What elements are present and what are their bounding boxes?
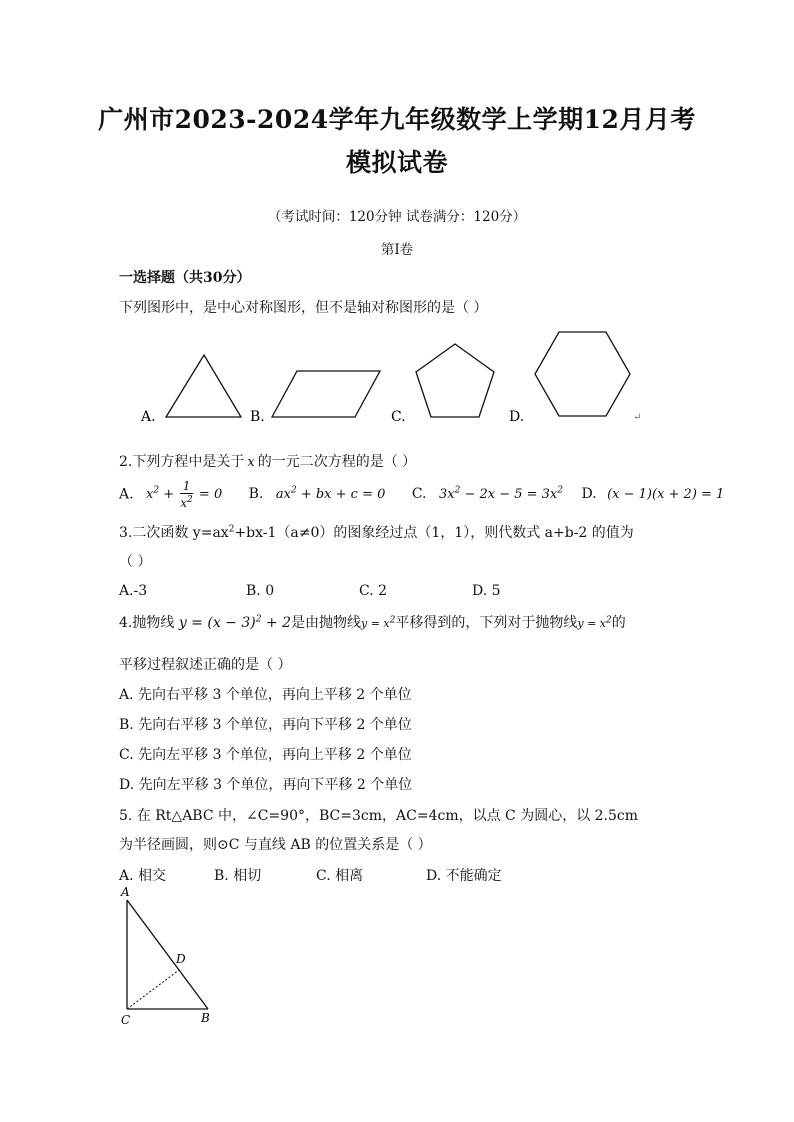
point-label-c: C: [121, 1013, 131, 1027]
exam-info: （考试时间：120分钟 试卷满分：120分）: [267, 209, 527, 225]
q4-stem-mid-2: 平移得到的，下列对于抛物线: [395, 615, 578, 631]
q2-option-b-expr: $ax^2$ + bx + c = 0: [275, 486, 386, 503]
q2-option-c-expr: $3x^2 - 2x - 5 = 3x^2$: [438, 486, 563, 503]
q4-stem-line2: 平移过程叙述正确的是（ ）: [119, 657, 292, 673]
hexagon-shape: [535, 332, 630, 416]
q3-stem-exponent: 2: [228, 524, 235, 535]
return-mark: ↵: [633, 412, 642, 423]
q2-stem-text-end: 的一元二次方程的是（ ）: [257, 454, 417, 470]
q1-figures: [110, 325, 670, 430]
title-line-1: 广州市2023-2024学年九年级数学上学期12月月考: [98, 105, 696, 134]
q1-option-c-label: C.: [391, 409, 406, 425]
altitude-cd: [127, 970, 179, 1009]
q3-stem: [119, 522, 634, 542]
q3-option-d: D. 5: [472, 583, 501, 599]
side-ab: [127, 900, 208, 1009]
q4-expr-3: $y = x^2$: [577, 615, 612, 630]
q2-option-a-expr: $x^2$ + $\frac{1}{x^2}$ = 0: [146, 478, 223, 510]
q2-options: [119, 476, 725, 510]
q5-stem-line1: 5. 在 Rt△ABC 中，∠C=90°，BC=3cm，AC=4cm，以点 C 为圆心，以 2.5cm: [119, 808, 639, 824]
q3-option-a: A.-3: [119, 583, 148, 599]
q5-option-b: B. 相切: [214, 868, 262, 884]
q5-option-d: D. 不能确定: [426, 868, 502, 884]
q1-option-b-label: B.: [250, 409, 265, 425]
q2-option-c-label: C.: [411, 486, 427, 503]
q2-variable: x: [247, 455, 255, 470]
volume-label: 第Ⅰ卷: [380, 242, 414, 258]
q4-stem-end: 的: [611, 615, 626, 631]
point-label-b: B: [201, 1011, 210, 1025]
q3-option-b: B. 0: [246, 583, 275, 599]
q1-stem: 下列图形中，是中心对称图形，但不是轴对称图形的是（ ）: [119, 300, 488, 316]
pentagon-shape: [416, 344, 494, 417]
q2-option-b-label: B.: [248, 486, 264, 503]
q2-option-a-label: A.: [119, 486, 134, 503]
q5-option-c: C. 相离: [316, 868, 364, 884]
point-label-a: A: [121, 885, 130, 899]
q3-option-c: C. 2: [359, 583, 388, 599]
q5-option-a: A. 相交: [119, 868, 167, 884]
q5-triangle-figure: [110, 883, 230, 1033]
q4-expr-1: $y = (x - 3)^2 + 2$: [178, 614, 291, 631]
q4-expr-2: $y = x^2$: [361, 615, 396, 630]
q2-option-d-label: D.: [581, 486, 597, 503]
q2-stem: [119, 451, 416, 471]
q4-stem-mid: 是由抛物线: [291, 615, 361, 631]
q1-option-a-label: A.: [141, 409, 156, 425]
section-heading: 一选择题（共30分）: [119, 270, 251, 286]
point-label-d: D: [176, 952, 186, 966]
q5-stem-line2: 为半径画圆，则⊙C 与直线 AB 的位置关系是（ ）: [119, 837, 432, 853]
q4-option-d: D. 先向左平移 3 个单位，再向下平移 2 个单位: [119, 777, 413, 793]
q3-stem-text: 3.二次函数 y=ax: [119, 525, 229, 541]
q4-option-b: B. 先向右平移 3 个单位，再向下平移 2 个单位: [119, 717, 412, 733]
q2-option-d-expr: (x − 1)(x + 2) = 1: [607, 487, 725, 503]
q4-option-a: A. 先向右平移 3 个单位，再向上平移 2 个单位: [119, 687, 412, 703]
q4-option-c: C. 先向左平移 3 个单位，再向上平移 2 个单位: [119, 747, 412, 763]
q3-stem-text-end: +bx-1（a≠0）的图象经过点（1，1），则代数式 a+b-2 的值为: [234, 525, 634, 541]
parallelogram-shape: [272, 371, 380, 417]
q2-stem-text: 2.下列方程中是关于: [119, 454, 245, 470]
q1-option-d-label: D.: [509, 409, 525, 425]
q4-stem-text: 4.抛物线: [119, 615, 175, 631]
triangle-shape: [166, 355, 241, 417]
title-line-2: 模拟试卷: [345, 148, 448, 177]
q3-stem-line2: （ ）: [119, 554, 152, 570]
q4-stem: [119, 612, 626, 632]
